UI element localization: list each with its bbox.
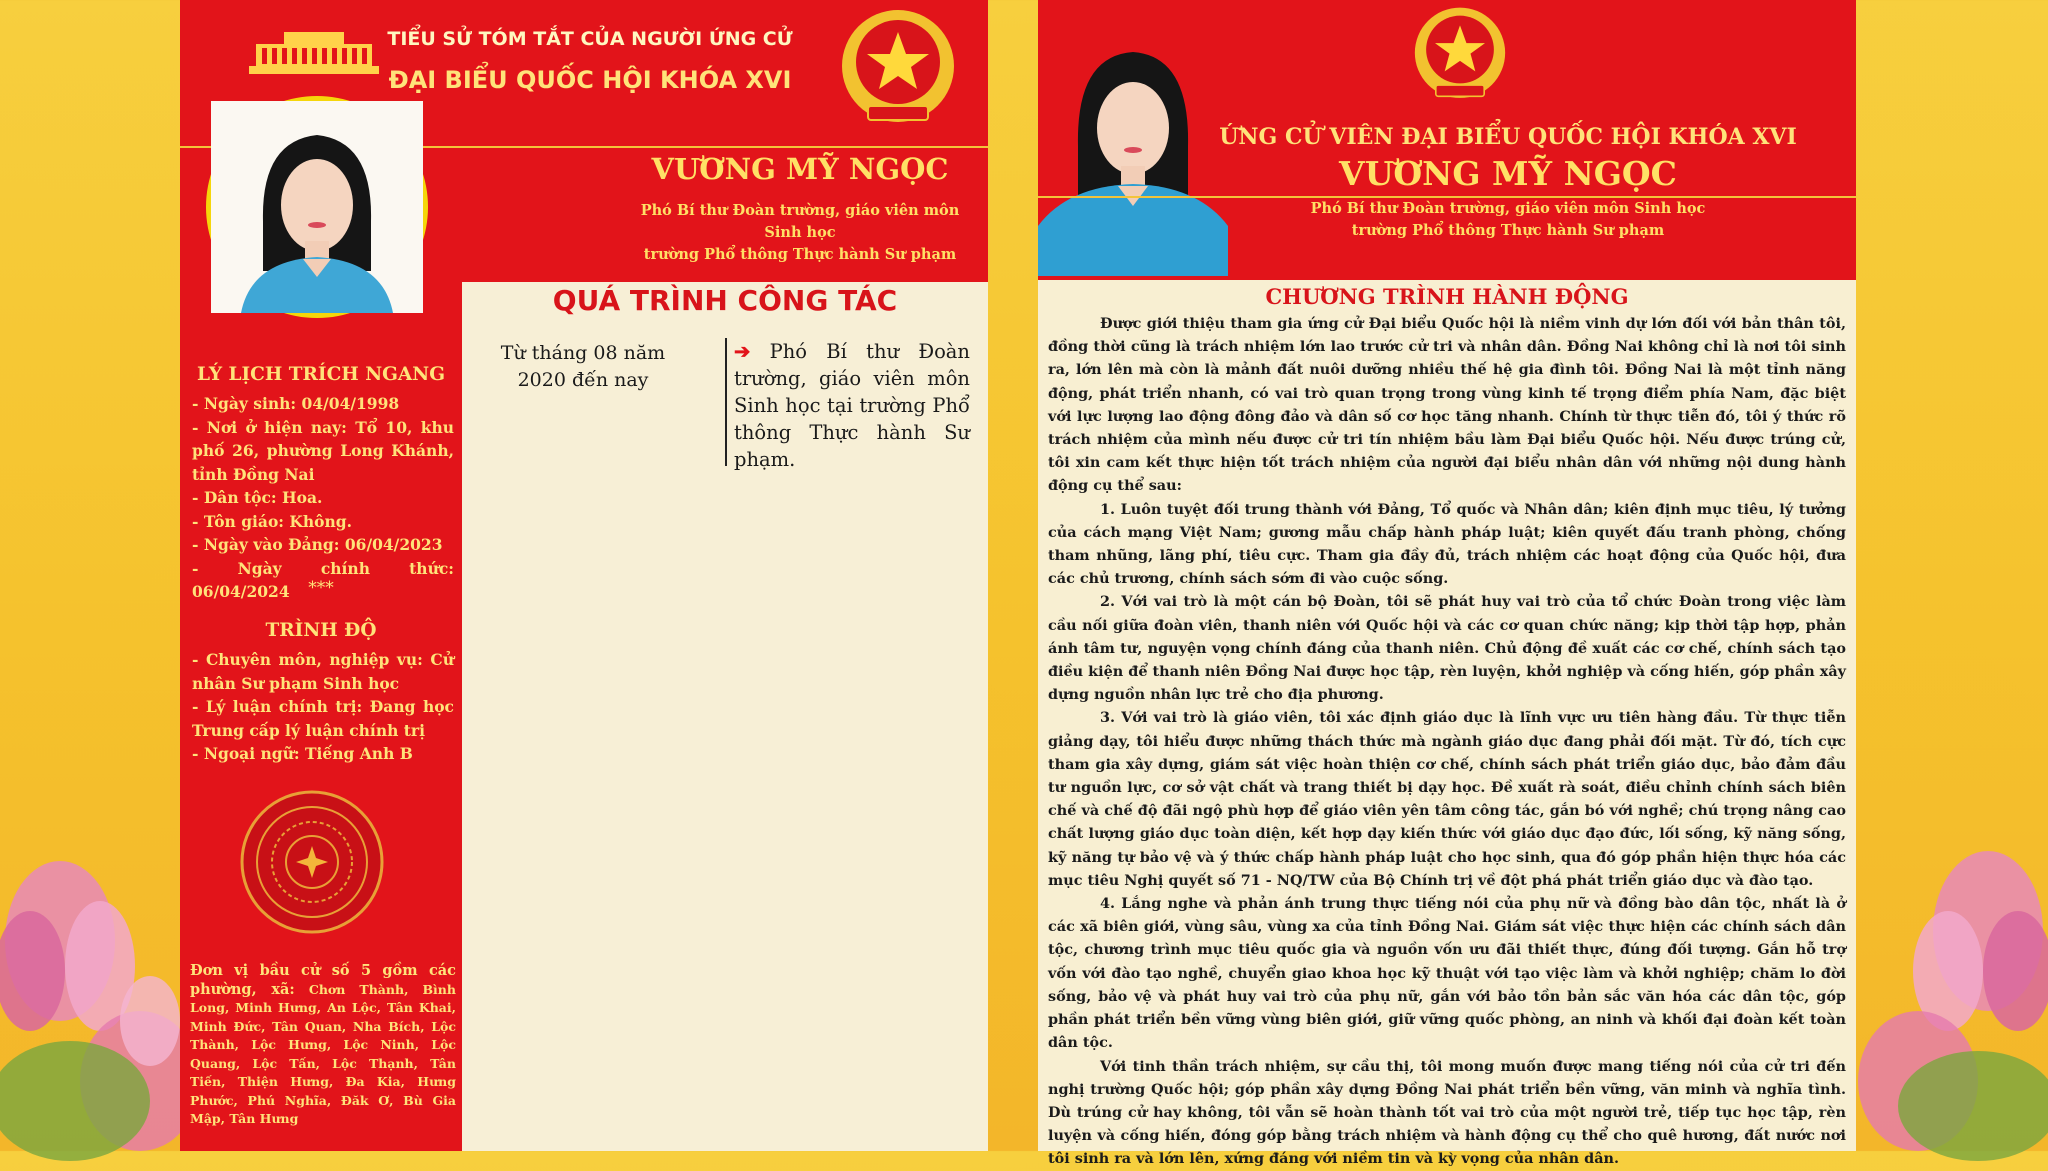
star-separator: ***: [308, 578, 334, 598]
action-program-header: [1038, 0, 1856, 280]
candidate-name-right: VƯƠNG MỸ NGỌC: [1339, 154, 1677, 193]
district-list: Chơn Thành, Bình Long, Minh Hưng, An Lộc, Tân Khai, Minh Đức, Tân Quan, Nha Bích, Lộc Thành, Lộc Hưng, Lộc Ninh, Lộc Quang, Lộc Tấn, Lộc Thạnh, Tân Tiến, Thiện Hưng, Đa Kia, Hưng Phước, Phú Nghĩa, Đăk Ơ, Bù Gia Mập, Tân Hưng: [190, 981, 456, 1126]
bronze-drum-icon: [240, 790, 384, 934]
action-program-paragraph: Được giới thiệu tham gia ứng cử Đại biểu Quốc hội là niềm vinh dự lớn đối với bản thân tôi, đồng thời cũng là trách nhiệm lớn lao trước cử tri và nhân dân. Đồng Nai không chỉ là nơi tôi sinh ra, lớn lên mà còn là mảnh đất nuôi dưỡng nhiều thế hệ gia đình tôi. Đồng Nai là một tỉnh năng động, phát triển nhanh, có vai trò quan trọng trong vùng kinh tế trọng điểm phía Nam, đặc biệt với lực lượng lao động đông đảo và dân số cơ học tăng nhanh. Chính từ thực tiễn đó, tôi ý thức rõ trách nhiệm của mình nếu được cử tri tín nhiệm bầu làm Đại biểu Quốc hội. Nếu được trúng cử, tôi xin cam kết thực hiện tốt trách nhiệm của người đại biểu nhân dân với những nội dung hành động cụ thể sau:: [1048, 315, 1846, 495]
candidate-role-line2: trường Phổ thông Thực hành Sư phạm: [643, 246, 957, 263]
action-program-paragraph: Với tinh thần trách nhiệm, sự cầu thị, tôi mong muốn được mang tiếng nói của cử tri đến nghị trường Quốc hội; góp phần xây dựng Đồng Nai phát triển bền vững, văn minh và nghĩa tình. Dù trúng cử hay không, tôi vẫn sẽ hoàn thành tốt vai trò của một người trẻ, tiếp tục học tập, rèn luyện và cống hiến, đóng góp bằng trách nhiệm và hành động cụ thể cho quê hương, đất nước nơi tôi sinh ra và lớn lên, xứng đáng với niềm tin và kỳ vọng của nhân dân.: [1048, 1057, 1846, 1168]
arrow-right-icon: ➔: [734, 340, 751, 363]
edu-item: - Lý luận chính trị: Đang học Trung cấp lý luận chính trị: [192, 697, 454, 740]
candidate-role-line1: Phó Bí thư Đoàn trường, giáo viên môn Sinh học: [640, 202, 960, 241]
bio-item: - Tôn giáo: Không.: [192, 511, 353, 531]
lotus-flowers-left: [0, 821, 190, 1151]
action-program-paragraph: 1. Luôn tuyệt đối trung thành với Đảng, Tổ quốc và Nhân dân; kiên định mục tiêu, lý tưởng của cách mạng Việt Nam; gương mẫu chấp hành pháp luật; kiên quyết đấu tranh phòng, chống tham nhũng, lãng phí, tiêu cực. Tham gia đầy đủ, trách nhiệm các hoạt động của Quốc hội, đưa các chủ trương, chính sách sớm đi vào cuộc sống.: [1048, 500, 1846, 588]
bio-item: - Dân tộc: Hoa.: [192, 488, 323, 507]
biography-header-line2: ĐẠI BIỂU QUỐC HỘI KHÓA XVI: [388, 66, 792, 94]
candidate-name: VƯƠNG MỸ NGỌC: [651, 152, 949, 186]
bio-list: [192, 392, 454, 604]
district-lead: Đơn vị bầu cử số 5 gồm các phường, xã:: [190, 962, 456, 998]
lotus-flowers-right: [1858, 821, 2048, 1151]
bio-item: - Ngày chính thức: 06/04/2024: [192, 558, 454, 601]
action-program-paragraph: 4. Lắng nghe và phản ánh trung thực tiếng nói của phụ nữ và đồng bào dân tộc, nhất là ở các xã biên giới, vùng sâu, vùng xa của tỉnh Đồng Nai. Giám sát việc thực hiện các chính sách dân tộc, chương trình mục tiêu quốc gia và nguồn vốn ưu đãi thiết thực, đúng đối tượng. Gắn hỗ trợ vốn với đào tạo nghề, chuyển giao khoa học kỹ thuật với tạo việc làm và khởi nghiệp; chăm lo đời sống, bảo vệ và phát huy vai trò của phụ nữ, gắn với bảo tồn bản sắc văn hóa các dân tộc, góp phần phát triển bền vững vùng biên giới, giữ vững quốc phòng, an ninh và khối đại đoàn kết toàn dân tộc.: [1048, 895, 1846, 1052]
bio-item: - Ngày vào Đảng: 06/04/2023: [192, 535, 443, 554]
bio-section-title: LÝ LỊCH TRÍCH NGANG: [197, 364, 445, 385]
work-history-date: Từ tháng 08 năm 2020 đến nay: [500, 342, 666, 391]
parliament-building-icon: [244, 26, 384, 80]
candidate-role-right: [1158, 198, 1858, 242]
work-history-text: Phó Bí thư Đoàn trường, giáo viên môn Sinh học tại trường Phổ thông Thực hành Sư phạm.: [734, 340, 970, 471]
action-program-paragraph: 2. Với vai trò là một cán bộ Đoàn, tôi sẽ phát huy vai trò của tổ chức Đoàn trong việc làm cầu nối giữa đoàn viên, thanh niên với Quốc hội và các cơ quan chức năng; kịp thời tập hợp, phản ánh tâm tư, nguyện vọng chính đáng của thanh niên. Chủ động đề xuất các cơ chế, chính sách tạo điều kiện để thanh niên Đồng Nai được học tập, rèn luyện, khởi nghiệp và cống hiến, góp phần xây dựng nguồn nhân lực trẻ cho địa phương.: [1048, 593, 1846, 704]
national-emblem-icon: [1410, 4, 1510, 108]
work-history-title: QUÁ TRÌNH CÔNG TÁC: [552, 284, 898, 317]
electoral-district-text: [190, 962, 456, 1129]
action-program-header-line1: ỨNG CỬ VIÊN ĐẠI BIỂU QUỐC HỘI KHÓA XVI: [1219, 124, 1797, 150]
edu-item: - Chuyên môn, nghiệp vụ: Cử nhân Sư phạm Sinh học: [192, 650, 454, 693]
bio-item: - Nơi ở hiện nay: Tổ 10, khu phố 26, phường Long Khánh, tỉnh Đồng Nai: [192, 417, 454, 484]
edu-list: [192, 648, 454, 766]
action-program-panel: [1038, 0, 1856, 1168]
action-program-title: CHƯƠNG TRÌNH HÀNH ĐỘNG: [1265, 284, 1629, 309]
national-emblem-icon: [836, 6, 960, 134]
action-program-body: [1048, 312, 1846, 1171]
candidate-portrait: [206, 96, 428, 318]
candidate-role-right-line2: trường Phổ thông Thực hành Sư phạm: [1351, 222, 1665, 239]
biography-header-line1: TIỂU SỬ TÓM TẮT CỦA NGƯỜI ỨNG CỬ: [387, 28, 793, 50]
biography-panel: [180, 0, 988, 1151]
edu-section-title: TRÌNH ĐỘ: [265, 620, 377, 641]
edu-item: - Ngoại ngữ: Tiếng Anh B: [192, 744, 413, 763]
bio-item: - Ngày sinh: 04/04/1998: [192, 394, 400, 413]
candidate-role: [620, 200, 980, 266]
work-history-divider: [725, 338, 727, 466]
candidate-role-right-line1: Phó Bí thư Đoàn trường, giáo viên môn Sinh học: [1310, 200, 1706, 217]
action-program-paragraph: 3. Với vai trò là giáo viên, tôi xác định giáo dục là lĩnh vực ưu tiên hàng đầu. Từ thực tiễn giảng dạy, tôi hiểu được những thách thức mà ngành giáo dục đang phải đối mặt. Từ đó, tích cực tham gia xây dựng, giám sát việc hoàn thiện cơ chế, chính sách phát triển giáo dục, bảo đảm đầu tư nguồn lực, cơ sở vật chất và trang thiết bị dạy học. Đề xuất rà soát, điều chỉnh chính sách biên chế và chế độ đãi ngộ phù hợp để giáo viên yên tâm công tác, gắn bó với nghề; chú trọng nâng cao chất lượng giáo dục toàn diện, kết hợp dạy kiến thức với giáo dục đạo đức, lối sống, kỹ năng sống, kỹ năng tự bảo vệ và ý thức chấp hành pháp luật cho học sinh, qua đó góp phần hiện thực hóa các mục tiêu Nghị quyết số 71 - NQ/TW của Bộ Chính trị về đột phá phát triển giáo dục và đào tạo.: [1048, 709, 1846, 889]
work-history-description: [734, 338, 970, 471]
